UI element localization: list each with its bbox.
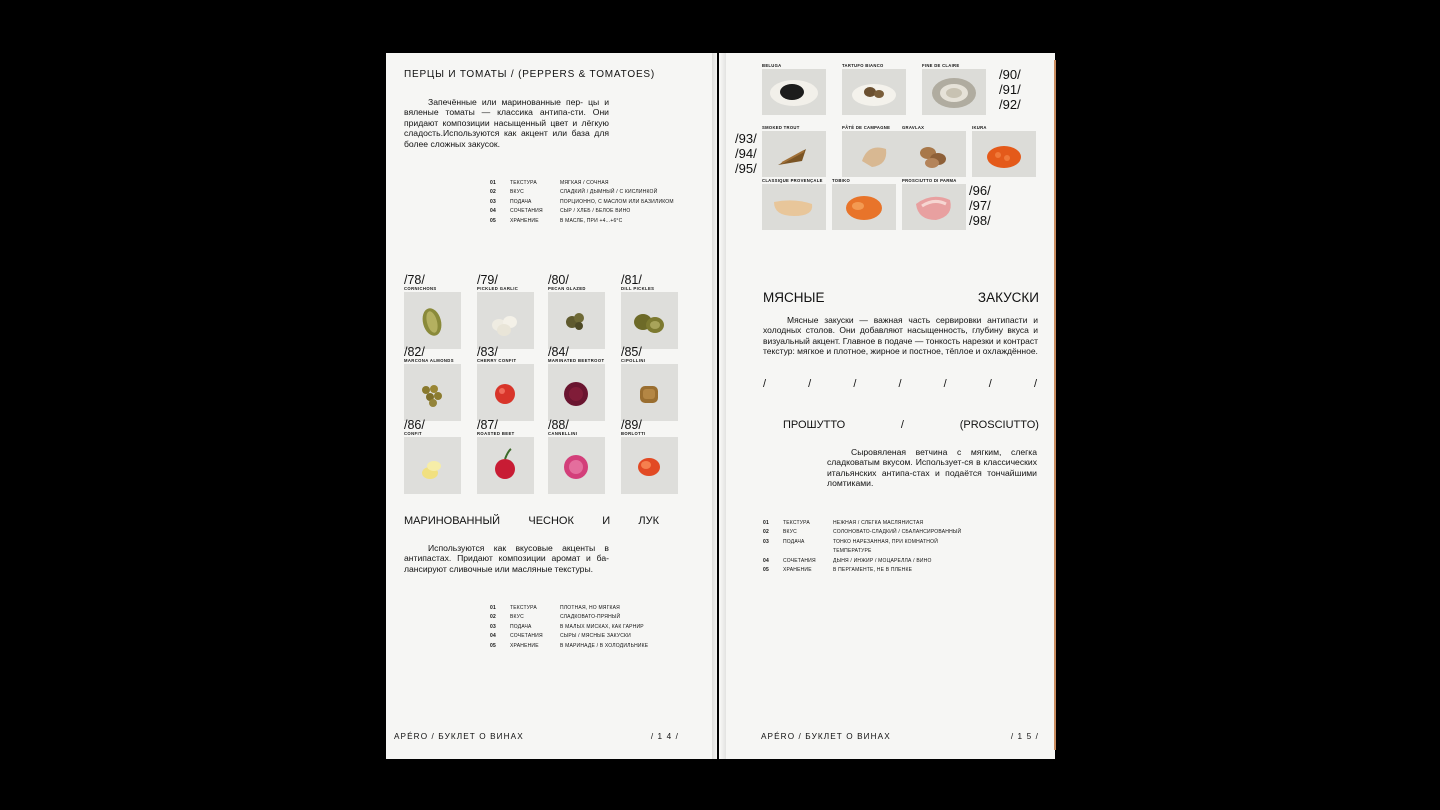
title-word: МАРИНОВАННЫЙ	[404, 515, 501, 527]
prop-value: НЕЖНАЯ / СЛЕГКА МАСЛЯНИСТАЯ	[833, 520, 924, 526]
food-photo	[842, 69, 906, 115]
item-number: /89/	[621, 418, 642, 432]
prop-row	[763, 529, 961, 538]
slash-mark: /	[943, 378, 947, 390]
prop-index: 01	[490, 605, 496, 611]
pickles-photo	[621, 292, 678, 349]
prop-index: 04	[490, 633, 496, 640]
item-number: /96/	[969, 183, 991, 198]
prop-row	[490, 643, 648, 652]
prop-index: 03	[763, 538, 769, 545]
item-label: TOBIKO	[832, 178, 851, 183]
item-number: /86/	[404, 418, 425, 432]
slash-mark: /	[1033, 378, 1037, 390]
food-photo	[842, 131, 906, 177]
prop-value: В ПЕРГАМЕНТЕ, НЕ В ПЛЕНКЕ	[833, 566, 913, 573]
item-number: /95/	[735, 161, 757, 176]
food-photo	[762, 69, 826, 115]
prop-key: ХРАНЕНИЕ	[510, 642, 539, 649]
item-number: /92/	[999, 97, 1021, 112]
prop-index: 01	[490, 180, 496, 186]
item-label: CONFIT	[404, 431, 422, 436]
prop-key: СОЧЕТАНИЯ	[510, 208, 543, 215]
prosciutto-props	[763, 520, 961, 576]
caviar-photo	[762, 69, 826, 115]
slash-mark: /	[763, 378, 767, 390]
item-label: PROSCIUTTO DI PARMA	[902, 178, 957, 183]
meat-title	[763, 290, 1039, 305]
peppers-body	[404, 97, 609, 149]
prop-row	[490, 633, 648, 642]
item-label: DILL PICKLES	[621, 286, 655, 291]
item-label: CHERRY CONFIT	[477, 358, 517, 363]
item-number-group	[999, 67, 1021, 112]
item-label: CORNICHONS	[404, 286, 437, 291]
item-number: /98/	[969, 213, 991, 228]
item-number: /80/	[548, 273, 569, 287]
page-number: / 1 4 /	[650, 732, 679, 741]
meat-body	[763, 315, 1038, 357]
garlic-body	[404, 543, 609, 574]
prop-index: 02	[763, 529, 769, 536]
prop-index: 04	[763, 557, 769, 564]
item-label: SMOKED TROUT	[762, 125, 800, 130]
food-photo	[922, 69, 986, 115]
item-number: /90/	[999, 67, 1021, 82]
cipollini-photo	[621, 364, 678, 421]
prop-index: 04	[490, 208, 496, 215]
beetroot-photo	[548, 364, 605, 421]
roasted-beet-photo	[477, 437, 534, 494]
food-photo	[404, 437, 461, 494]
garlic-title	[404, 515, 659, 527]
garlic-props	[490, 605, 648, 652]
prop-index: 05	[490, 217, 496, 224]
item-label: CANNELLINI	[548, 431, 578, 436]
slash-mark: /	[898, 378, 902, 390]
prop-index	[763, 548, 783, 557]
slash-divider	[763, 378, 1037, 390]
prop-value: В МАРИНАДЕ / В ХОЛОДИЛЬНИКЕ	[560, 642, 649, 649]
prop-row	[763, 520, 961, 529]
prop-row	[490, 614, 648, 623]
slash-mark: /	[808, 378, 812, 390]
item-label: GRAVLAX	[902, 125, 925, 130]
prop-row	[763, 548, 961, 557]
food-photo	[404, 364, 461, 421]
item-number: /79/	[477, 273, 498, 287]
food-photo	[762, 184, 826, 230]
prop-key: СОЧЕТАНИЯ	[783, 557, 816, 564]
prop-key: ХРАНЕНИЕ	[783, 566, 812, 573]
food-photo	[477, 292, 534, 349]
prop-value: В МАСЛЕ, ПРИ +4...+6°С	[560, 217, 623, 224]
title-word: ЗАКУСКИ	[977, 290, 1039, 305]
food-photo	[477, 364, 534, 421]
item-number: /78/	[404, 273, 425, 287]
prop-key: ПОДАЧА	[510, 623, 532, 630]
title-word: И	[602, 515, 611, 527]
prop-index: 03	[490, 623, 496, 630]
peppers-body-rest: цы и вяленые томаты — классика антипа-сти. Они придают композиции насыщенный цвет и лёгкую сладость.Используются как акцент или база для более сложных закусок.	[404, 97, 610, 149]
borlotti-photo	[621, 437, 678, 494]
item-label: IKURA	[972, 125, 987, 130]
prop-row	[490, 208, 674, 217]
prop-row	[490, 180, 674, 189]
item-label: TARTUFO BIANCO	[842, 63, 884, 68]
food-photo	[621, 292, 678, 349]
food-photo	[832, 184, 896, 230]
prop-key: ВКУС	[510, 614, 524, 621]
food-photo	[477, 437, 534, 494]
prop-row	[490, 624, 648, 633]
title-word: /	[900, 419, 904, 431]
prop-row	[490, 199, 674, 208]
prosciutto-body	[827, 447, 1037, 489]
peppers-title: ПЕРЦЫ И ТОМАТЫ / (PEPPERS & TOMATOES)	[404, 69, 656, 80]
title-word: ЧЕСНОК	[528, 515, 574, 527]
almonds-photo	[404, 364, 461, 421]
item-label: MARINATED BEETROOT	[548, 358, 605, 363]
prop-key: ВКУС	[783, 529, 797, 536]
trout-photo	[762, 131, 826, 177]
item-number: /93/	[735, 131, 757, 146]
prop-row	[490, 605, 648, 614]
right-page	[719, 53, 1055, 759]
item-number: /81/	[621, 273, 642, 287]
item-label: ROASTED BEET	[477, 431, 515, 436]
footer-brand: APÉRO / БУКЛЕТ О ВИНАХ	[394, 732, 524, 741]
cherry-photo	[477, 364, 534, 421]
prop-row	[763, 567, 961, 576]
prop-index: 02	[490, 189, 496, 196]
prop-key: ТЕКСТУРА	[510, 605, 537, 611]
peppers-body-lead: Запечённые или маринованные пер-	[428, 97, 584, 107]
prosciutto-photo	[902, 184, 966, 230]
prosciutto-title	[783, 419, 1039, 431]
food-photo	[404, 292, 461, 349]
prop-value: МЯГКАЯ / СОЧНАЯ	[560, 180, 609, 186]
peppers-props	[490, 180, 674, 227]
prop-value: ПЛОТНАЯ, НО МЯГКАЯ	[560, 605, 620, 611]
slash-mark: /	[988, 378, 992, 390]
prop-index: 05	[490, 642, 496, 649]
cannellini-photo	[548, 437, 605, 494]
food-photo	[621, 364, 678, 421]
food-photo	[548, 364, 605, 421]
prop-key: ПОДАЧА	[510, 198, 532, 205]
prop-index: 02	[490, 614, 496, 621]
item-label: CLASSIQUE PROVENÇALE	[762, 178, 823, 183]
page-number: / 1 5 /	[1010, 732, 1039, 741]
prop-key: ТЕКСТУРА	[783, 520, 810, 526]
food-photo	[762, 131, 826, 177]
item-number-group	[969, 183, 991, 228]
prop-value: СЫР / ХЛЕБ / БЕЛОЕ ВИНО	[560, 208, 631, 215]
prop-row	[490, 189, 674, 198]
item-label: PECAN GLAZED	[548, 286, 586, 291]
food-photo	[548, 292, 605, 349]
prop-key: ВКУС	[510, 189, 524, 196]
prop-row	[763, 539, 961, 548]
prop-key: ТЕКСТУРА	[510, 180, 537, 186]
ikura-photo	[972, 131, 1036, 177]
item-number: /82/	[404, 345, 425, 359]
mousse-photo	[762, 184, 826, 230]
prop-value: ТЕМПЕРАТУРЕ	[833, 548, 872, 555]
prosciutto-body-lead: Сыровяленая ветчина с мягким,	[851, 447, 1002, 457]
title-word: ЛУК	[638, 515, 659, 527]
prop-index: 05	[763, 566, 769, 573]
prop-value: СЫРЫ / МЯСНЫЕ ЗАКУСКИ	[560, 633, 631, 640]
item-label: BORLOTTI	[621, 431, 646, 436]
prop-value: ПОРЦИОННО, С МАСЛОМ ИЛИ БАЗИЛИКОМ	[560, 198, 674, 205]
item-number: /88/	[548, 418, 569, 432]
meat-body-rest: холодных столов. Они добавляют насыщенность, глубину вкуса и визуальный акцент. Главное в подаче — тонкость нарезки и контраст текстур: мягкое и плотное, жирное и постное, тёплое и охлаждённое.	[763, 325, 1038, 357]
oyster-photo	[922, 69, 986, 115]
item-number: /87/	[477, 418, 498, 432]
food-photo	[902, 131, 966, 177]
title-word: МЯСНЫЕ	[763, 290, 825, 305]
food-photo	[621, 437, 678, 494]
item-label: FINE DE CLAIRE	[922, 63, 960, 68]
item-number: /94/	[735, 146, 757, 161]
item-number: /83/	[477, 345, 498, 359]
item-number: /85/	[621, 345, 642, 359]
item-label: PICKLED GARLIC	[477, 286, 519, 291]
meat-body-lead: Мясные закуски — важная часть сервировки антипасти и	[787, 315, 1038, 325]
title-word: ПРОШУТТО	[783, 419, 846, 431]
prop-key	[783, 548, 833, 557]
item-number: /97/	[969, 198, 991, 213]
food-photo	[548, 437, 605, 494]
garlic-body-rest: антипастах. Придают композиции аромат и ба-лансируют сливочные или масляные текстуры.	[404, 553, 609, 574]
item-number-group	[735, 131, 757, 176]
cornichon-photo	[404, 292, 461, 349]
item-label: CIPOLLINI	[621, 358, 646, 363]
left-page	[386, 53, 717, 759]
gravlax-photo	[902, 131, 966, 177]
slash-mark: /	[853, 378, 857, 390]
prop-row	[763, 558, 961, 567]
prop-value: СЛАДКИЙ / ДЫМНЫЙ / С КИСЛИНКОЙ	[560, 189, 658, 196]
prop-value: ДЫНЯ / ИНЖИР / МОЦАРЕЛЛА / ВИНО	[833, 557, 932, 564]
prop-index: 03	[490, 198, 496, 205]
item-label: MARCONA ALMONDS	[404, 358, 454, 363]
item-number: /84/	[548, 345, 569, 359]
tobiko-photo	[832, 184, 896, 230]
footer-brand: APÉRO / БУКЛЕТ О ВИНАХ	[761, 732, 891, 741]
prop-value: В МАЛЫХ МИСКАХ, КАК ГАРНИР	[560, 623, 644, 630]
item-number: /91/	[999, 82, 1021, 97]
prop-value: СОЛОНОВАТО-СЛАДКИЙ / СБАЛАНСИРОВАННЫЙ	[833, 529, 962, 536]
item-label: PÂTÉ DE CAMPAGNE	[842, 125, 891, 130]
prop-row	[490, 218, 674, 227]
confit-photo	[404, 437, 461, 494]
prop-key: ПОДАЧА	[783, 538, 805, 545]
prop-index: 01	[763, 520, 769, 526]
garlic-photo	[477, 292, 534, 349]
truffle-photo	[842, 69, 906, 115]
item-label: BELUGA	[762, 63, 782, 68]
food-photo	[902, 184, 966, 230]
pate-photo	[842, 131, 906, 177]
prop-value: СЛАДКОВАТО-ПРЯНЫЙ	[560, 614, 621, 621]
food-photo	[972, 131, 1036, 177]
page-edge	[1054, 60, 1056, 750]
pecan-photo	[548, 292, 605, 349]
title-word: (PROSCIUTTO)	[959, 419, 1039, 431]
prop-value: ТОНКО НАРЕЗАННАЯ, ПРИ КОМНАТНОЙ	[833, 538, 938, 545]
garlic-body-lead: Используются как вкусовые акценты в	[428, 543, 609, 553]
prop-key: ХРАНЕНИЕ	[510, 217, 539, 224]
prosciutto-body-rest: слегка сладковатым вкусом. Использует-ся в классических итальянских антипа-стах и подаётся тончайшими ломтиками.	[827, 447, 1037, 489]
prop-key: СОЧЕТАНИЯ	[510, 633, 543, 640]
